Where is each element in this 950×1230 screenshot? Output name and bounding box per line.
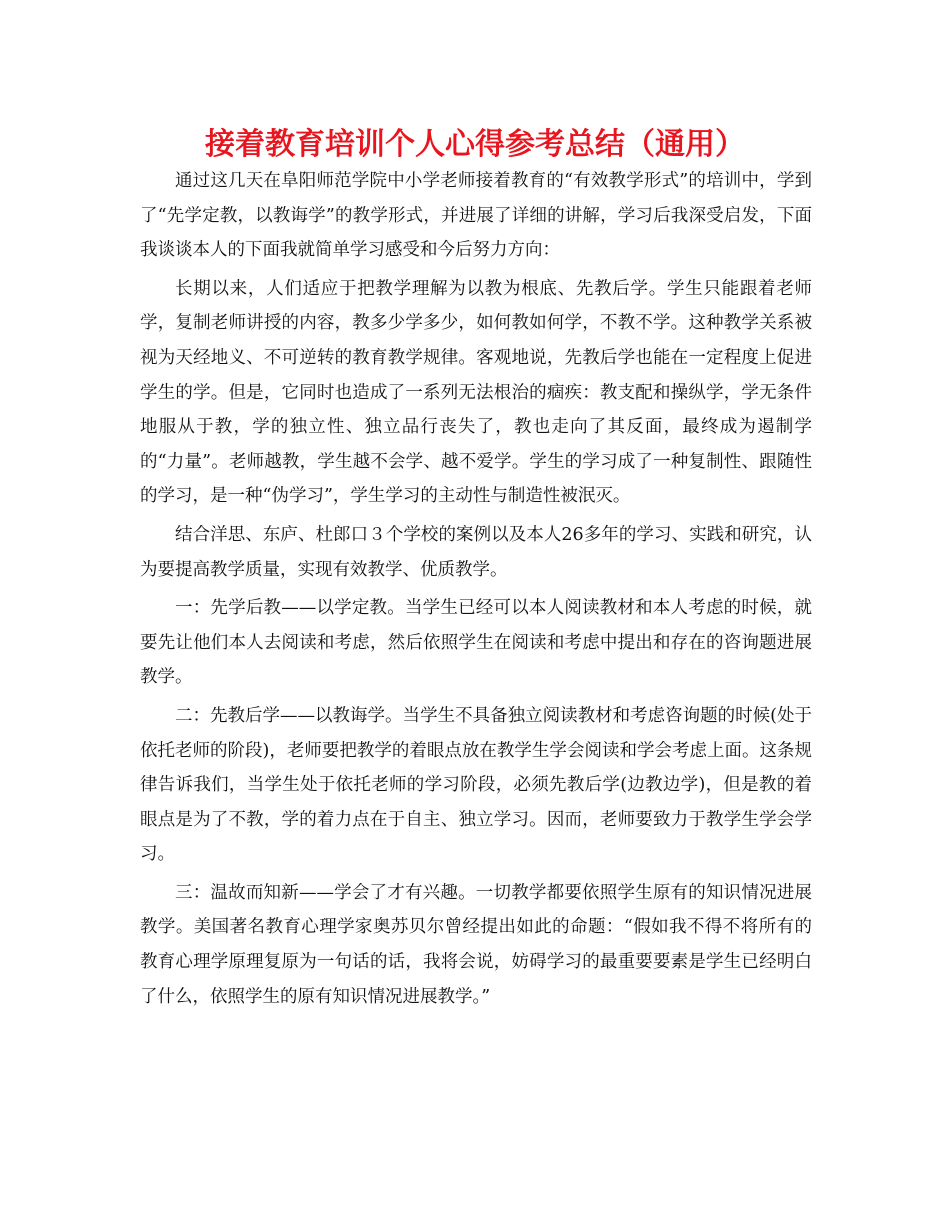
document-body [140, 164, 812, 1018]
paragraph-point-three: 三：温故而知新——学会了才有兴趣。一切教学都要依照学生原有的知识情况进展教学。美国著名教育心理学家奥苏贝尔曾经提出如此的命题：“假如我不得不将所有的教育心理学原理复原为一句话的话，我将会说，妨碍学习的最重要要素是学生已经明白了什么，依照学生的原有知识情况进展教学。” [140, 882, 812, 1007]
paragraph-intro: 通过这几天在阜阳师范学院中小学老师接着教育的“有效教学形式”的培训中，学到了“先学定教，以教诲学”的教学形式，并进展了详细的讲解，学习后我深受启发，下面我谈谈本人的下面我就简单学习感受和今后努力方向： [140, 171, 812, 261]
paragraph-summary: 结合洋思、东庐、杜郎口３个学校的案例以及本人26多年的学习、实践和研究，认为要提高教学质量，实现有效教学、优质教学。 [140, 524, 812, 580]
paragraph-background: 长期以来，人们适应于把教学理解为以教为根底、先教后学。学生只能跟着老师学，复制老师讲授的内容，教多少学多少，如何教如何学，不教不学。这种教学关系被视为天经地义、不可逆转的教育教学规律。客观地说，先教后学也能在一定程度上促进学生的学。但是，它同时也造成了一系列无法根治的痼疾：教支配和操纵学，学无条件地服从于教，学的独立性、独立品行丧失了，教也走向了其反面，最终成为遏制学的“力量”。老师越教，学生越不会学、越不爱学。学生的学习成了一种复制性、跟随性的学习，是一种“伪学习”，学生学习的主动性与制造性被泯灭。 [140, 278, 812, 507]
paragraph-point-two: 二：先教后学——以教诲学。当学生不具备独立阅读教材和考虑咨询题的时候(处于依托老师的阶段)，老师要把教学的着眼点放在教学生学会阅读和学会考虑上面。这条规律告诉我们，当学生处于依托老师的学习阶段，必须先教后学(边教边学)，但是教的着眼点是为了不教，学的着力点在于自主、独立学习。因而，老师要致力于教学生学会学习。 [140, 705, 812, 865]
document-title: 接着教育培训个人心得参考总结（通用） [205, 127, 745, 162]
paragraph-point-one: 一：先学后教——以学定教。当学生已经可以本人阅读教材和本人考虑的时候，就要先让他们本人去阅读和考虑，然后依照学生在阅读和考虑中提出和存在的咨询题进展教学。 [140, 598, 812, 688]
